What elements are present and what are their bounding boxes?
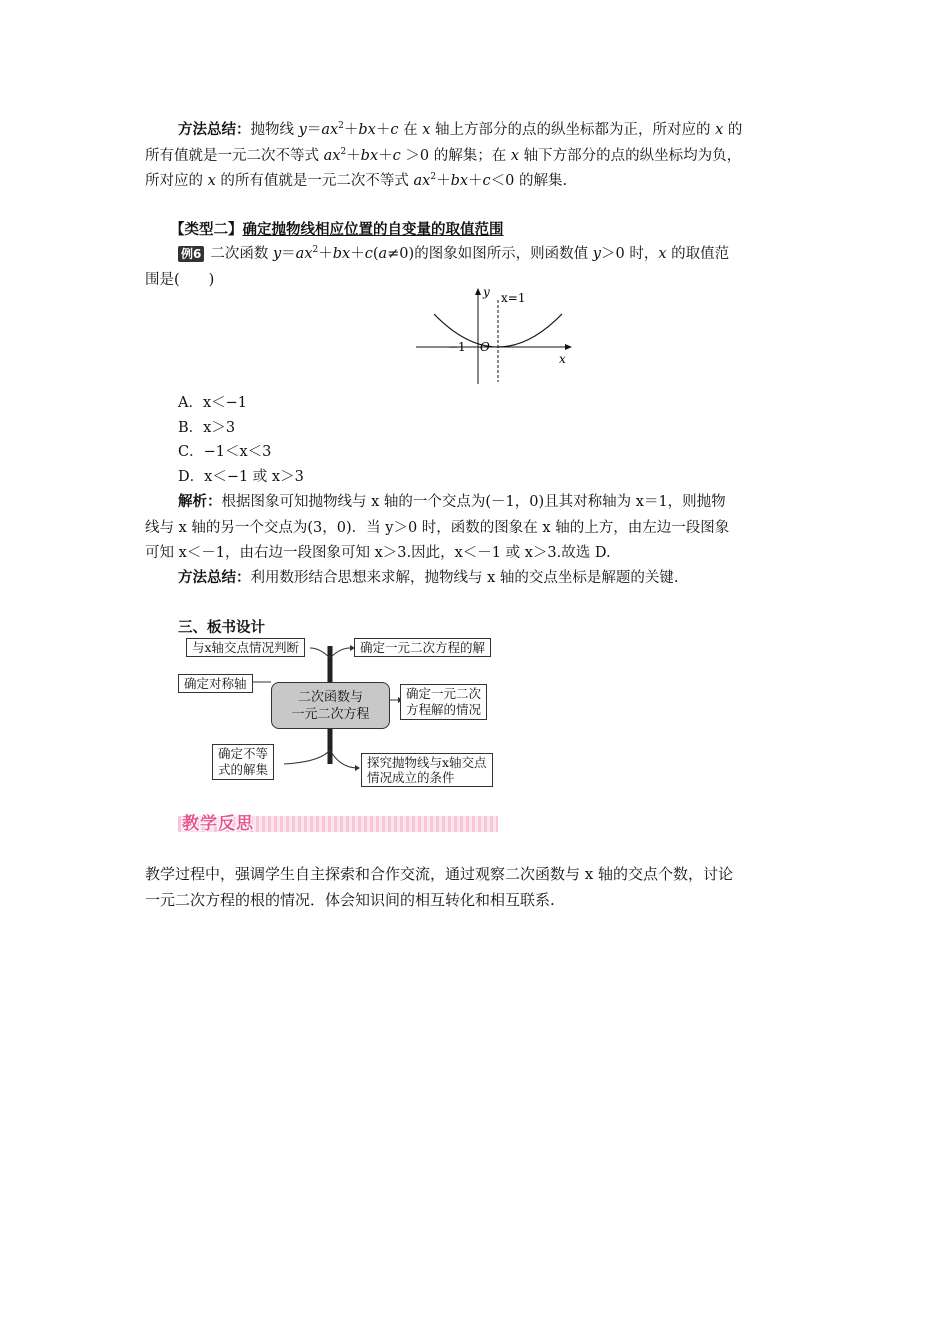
option-d: D．x＜−1 或 x＞3: [178, 469, 304, 485]
mindmap-right-mid-node: 确定一元二次 方程解的情况: [400, 684, 487, 720]
reflection-line-2: 一元二次方程的根的情况．体会知识间的相互转化和相互联系.: [145, 891, 555, 909]
minus-one-label: −1: [448, 340, 466, 354]
example-line-2: 围是( ): [145, 272, 215, 288]
mindmap-right-top-node: 确定一元二次方程的解: [354, 638, 491, 657]
mindmap-left-top-node: 与x轴交点情况判断: [186, 638, 305, 657]
mindmap-center-node: 二次函数与 一元二次方程: [271, 682, 390, 729]
method-summary-2-label: 方法总结：: [178, 570, 251, 586]
type-two-title: 确定抛物线相应位置的自变量的取值范围: [242, 222, 504, 238]
solution-line-3: 可知 x＜－1，由右边一段图象可知 x＞3.因此，x＜－1 或 x＞3.故选 D.: [145, 545, 611, 561]
option-b: B．x＞3: [178, 420, 236, 436]
example-tag: 例6: [178, 246, 204, 262]
method-summary-line-1: 方法总结：抛物线 $y=ax^2+bx+c$ 在 x 轴上方部分的点的纵坐标都为正，所对应的 x 的: [178, 121, 743, 138]
method-summary-line-2: 所有值就是一元二次不等式 $ax^2+bx+c >0$ 的解集；在 x 轴下方部分的点的纵坐标均为负，: [145, 147, 742, 164]
option-c: C．−1＜x＜3: [178, 444, 272, 460]
teaching-reflection-banner: [178, 812, 498, 836]
reflection-line-1: 教学过程中，强调学生自主探索和合作交流，通过观察二次函数与 x 轴的交点个数，讨论: [145, 865, 733, 883]
parabola-graph: [410, 284, 580, 386]
method-summary-line-3: 所对应的 x 的所有值就是一元二次不等式 $ax^2+bx+c<0$ 的解集.: [145, 172, 568, 189]
type-two-heading: 【类型二】确定抛物线相应位置的自变量的取值范围: [170, 222, 504, 238]
mindmap-right-bottom-node: 探究抛物线与x轴交点 情况成立的条件: [361, 753, 493, 787]
symmetry-axis-label: x=1: [501, 291, 526, 305]
mindmap-left-mid-node: 确定对称轴: [178, 674, 253, 693]
method-summary-label: 方法总结：: [178, 122, 251, 138]
solution-line-2: 线与 x 轴的另一个交点为(3，0)．当 y＞0 时，函数的图象在 x 轴的上方，由左边一段图象: [145, 520, 730, 536]
origin-label: O: [480, 340, 490, 354]
y-axis-arrow: [475, 288, 481, 295]
y-axis-label: y: [483, 285, 490, 299]
x-axis-label: x: [559, 352, 566, 366]
method-summary-2: 方法总结：利用数形结合思想来求解，抛物线与 x 轴的交点坐标是解题的关键.: [178, 570, 679, 586]
section-board-design-title: 三、板书设计: [178, 620, 265, 636]
mindmap-left-bottom-node: 确定不等 式的解集: [212, 744, 274, 780]
example-line-1: 例6 二次函数 $y=ax^2+bx+c(a\ne 0)$的图象如图所示，则函数值 y＞0 时，x 的取值范: [178, 244, 729, 264]
x-axis-arrow: [565, 344, 572, 350]
option-a: A．x＜−1: [178, 395, 248, 411]
solution-label: 解析：: [178, 494, 222, 510]
solution-line-1: 解析：根据图象可知抛物线与 x 轴的一个交点为(－1，0)且其对称轴为 x＝1，则抛物: [178, 494, 726, 510]
teaching-reflection-title: 教学反思: [182, 814, 254, 834]
